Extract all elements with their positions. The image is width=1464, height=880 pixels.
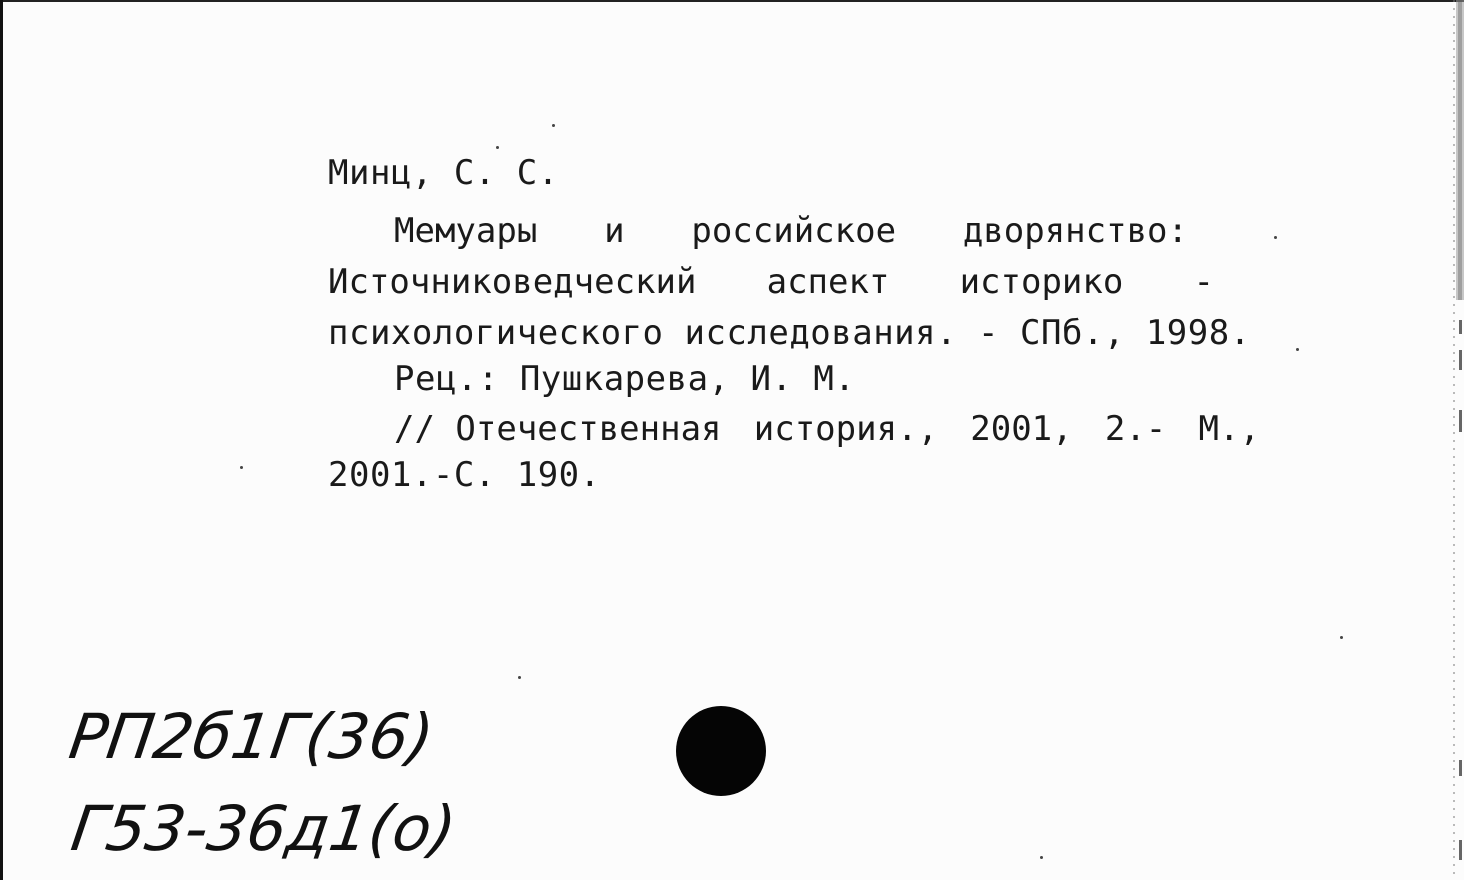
title-word: дворянство: xyxy=(962,211,1188,251)
left-edge xyxy=(0,0,3,880)
review-word: история., xyxy=(753,409,938,449)
title-word: - xyxy=(1193,262,1214,302)
title-word: российское xyxy=(691,211,897,251)
title-word: историко xyxy=(959,262,1124,302)
title-line-1 xyxy=(394,211,1188,251)
title-line-2 xyxy=(328,262,1214,302)
handwritten-shelfmark-1: РП2б1Г(36) xyxy=(64,700,439,773)
scan-speck xyxy=(240,466,243,469)
scan-speck xyxy=(552,124,555,127)
review-word: 2.- xyxy=(1104,409,1167,449)
review-word: М., xyxy=(1198,409,1260,449)
scan-speck xyxy=(518,676,521,679)
title-word: аспект xyxy=(766,262,890,302)
scan-speck xyxy=(496,146,499,149)
review-word: // Отечественная xyxy=(394,409,722,449)
review-word: 2001, xyxy=(970,409,1073,449)
handwritten-shelfmark-2: Г53-36д1(о) xyxy=(66,792,461,865)
scan-speck xyxy=(1296,348,1299,351)
scan-speck xyxy=(1274,236,1277,239)
review-line-3: 2001.-С. 190. xyxy=(328,455,601,495)
review-line-2 xyxy=(394,409,1260,449)
title-word: Мемуары xyxy=(394,211,538,251)
title-word: Источниковедческий xyxy=(328,262,697,302)
author-heading: Минц, С. С. xyxy=(328,153,559,193)
scan-speck xyxy=(1340,636,1343,639)
scan-edge-noise xyxy=(1442,0,1464,880)
title-line-3: психологического исследования. - СПб., 1998. xyxy=(328,313,1251,353)
punch-hole xyxy=(676,706,766,796)
top-edge xyxy=(0,0,1464,2)
review-line-1: Рец.: Пушкарева, И. М. xyxy=(394,359,856,399)
title-word: и xyxy=(604,211,625,251)
scan-speck xyxy=(1040,856,1043,859)
